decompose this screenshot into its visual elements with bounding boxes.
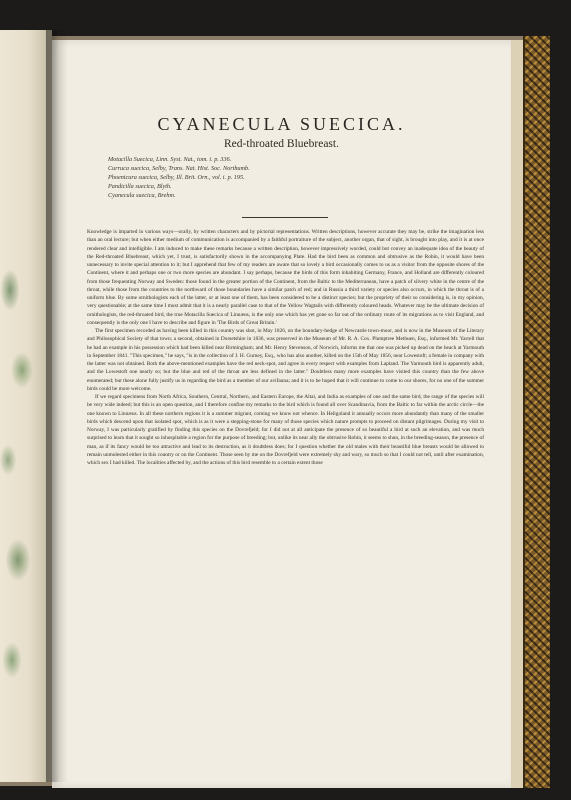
page-edges — [511, 40, 523, 788]
paragraph: The first specimen recorded as having been killed in this country was shot, in May 1826, on the boundary-hedge of Newcastle town-moor, and is now in the Museum of the Literary and Philosophical Society of that town; a second, obtained in Dorsetshire in 1836, was preserved in the Museum of Mr. R. A. Cox. Plumptree Methuen, Esq., informed Mr. Yarrell that he had an example in his possession which had been killed near Birmingham; and Mr. Henry Stevenson, of Norwich, informs me that one was picked up dead on the beach at Yarmouth in September 1841. "This specimen," he says, "is in the collection of J. H. Gurney, Esq., who has also another, killed on the 15th of May 1856, near Lowestoft; a female in company with the latter was not obtained. Both the above-mentioned examples have the red neck-spot, and agree in every respect with examples from Lapland. The Yarmouth bird is apparently adult, and the Lowestoft one nearly so; but the blue and red of the throat are less defined in the latter." Doubtless many more examples have visited this country than the few above enumerated; but these alone fully justify us in regarding the bird as a member of our avifauna; and it is to be hoped that it will continue to come to our shores, for no one of the summer birds could be more welcome. — [87, 328, 484, 392]
paragraph: If we regard specimens from North Africa, Southern, Central, Northern, and Eastern Europe, the Altai, and India as examples of one and the same bird, the range of the species will be very wide indeed; but this is an open question, and I therefore confine my remarks to the bird which is found all over Scandinavia, from the Baltic to far within the arctic circle—the one known to Linnæus. In all these northern regions it is a summer migrant, coming we know not whence. In Heligoland it annually occurs more abundantly than many of the smaller birds which descend upon that isolated spot, which is as it were a stepping-stone for many of those species which nature prompts to proceed on distant pilgrimages. During my visit to Norway, I was particularly gratified by finding this species on the Dovrefjeld; for I did not at all anticipate the presence of so beautiful a bird at such an elevation, and was much surprised to learn that it sought so inhospitable a region for the purpose of breeding; but, unlike its near ally the obtrusive Robin, it seems to shun, in the breeding-season, the presence of man, as if its fancy would be too attractive and lead to its destruction, as it doubtless does; for I question whether the old males with their beautiful blue breasts would be allowed to remain unmolested either in this country or on the Continent. Those seen by me on the Dovrefjeld were extremely shy and wary, so much so that I could not tell, until after examination, which sex I had killed. The localities affected by, and the actions of this bird resemble to a certain extent those — [87, 394, 484, 466]
body-text — [87, 228, 484, 467]
synonym-line: Pandicilla suecica, Blyth. — [108, 183, 172, 191]
synonym-line: Cyanecula suecica, Brehm. — [108, 192, 176, 200]
synonym-line: Motacilla Suecica, Linn. Syst. Nat., tom. i. p. 336. — [108, 156, 232, 163]
synonymy-list — [108, 155, 408, 200]
synonym-line: Phoenicura suecica, Selby, Ill. Brit. Orn., vol. i. p. 195. — [108, 174, 245, 182]
synonym-line: Curruca suecica, Selby, Trans. Nat. Hist. Soc. Northumb. — [108, 165, 250, 173]
plate-foliage-illustration — [0, 230, 34, 730]
species-title: CYANECULA SUECICA. — [157, 114, 406, 134]
section-divider — [242, 217, 328, 218]
common-name: Red-throated Bluebreast. — [224, 138, 339, 150]
paragraph: Knowledge is imparted in various ways—orally, by written characters and by pictorial representations. Written descriptions, however accurate they may be, strike the imagination less than an oral lecture; but when either medium of communication is accompanied by a faithful portraiture of the subject, another organ, that of sight, is brought into play, and it is at once rendered clear and intelligible. I am induced to make these remarks because a written description, however impressively worded, could but convey an inadequate idea of the beauty of the Red-throated Bluebreast, which yet, I trust, is satisfactorily shown in the accompanying Plate. Had the bird been as common and obtrusive as the Robin, it would have been unnecessary to invite special attention to it; but I apprehend that few of my readers are aware that so lovely a bird occasionally comes to us as a visitor from the opposite shores of the Continent, where it and perhaps one or two more species are abundant. I say perhaps, because the birds of this form inhabiting Germany, France, and Holland are differently coloured from those frequenting Norway and Sweden: those found in the greater portion of the Continent, from the Baltic to the Mediterranean, have a patch of silvery white in the centre of the throat, while those from the countries to the northward of those boundaries have a similar patch of red; and in Russia a third variety or species also occurs, in which the throat is of a uniform blue. By some ornithologists each of the latter, or at least one of them, has been considered to be a distinct species; but the propriety of their so considering is, in my opinion, very questionable; at the same time I must admit that it is a nearly parallel case to that of the Yellow Wagtails with differently coloured heads. Whatever may be the ultimate decision of ornithologists, the red-throated bird, the true Motacilla Suecica of Linnæus, is the only one which has yet gone so far out of the ordinary route of its migrations as to visit England, and consequently is the only one I have to describe and figure in 'The Birds of Great Britain.' — [87, 229, 484, 326]
marbled-edge — [523, 36, 550, 788]
facing-plate-page — [0, 30, 52, 782]
